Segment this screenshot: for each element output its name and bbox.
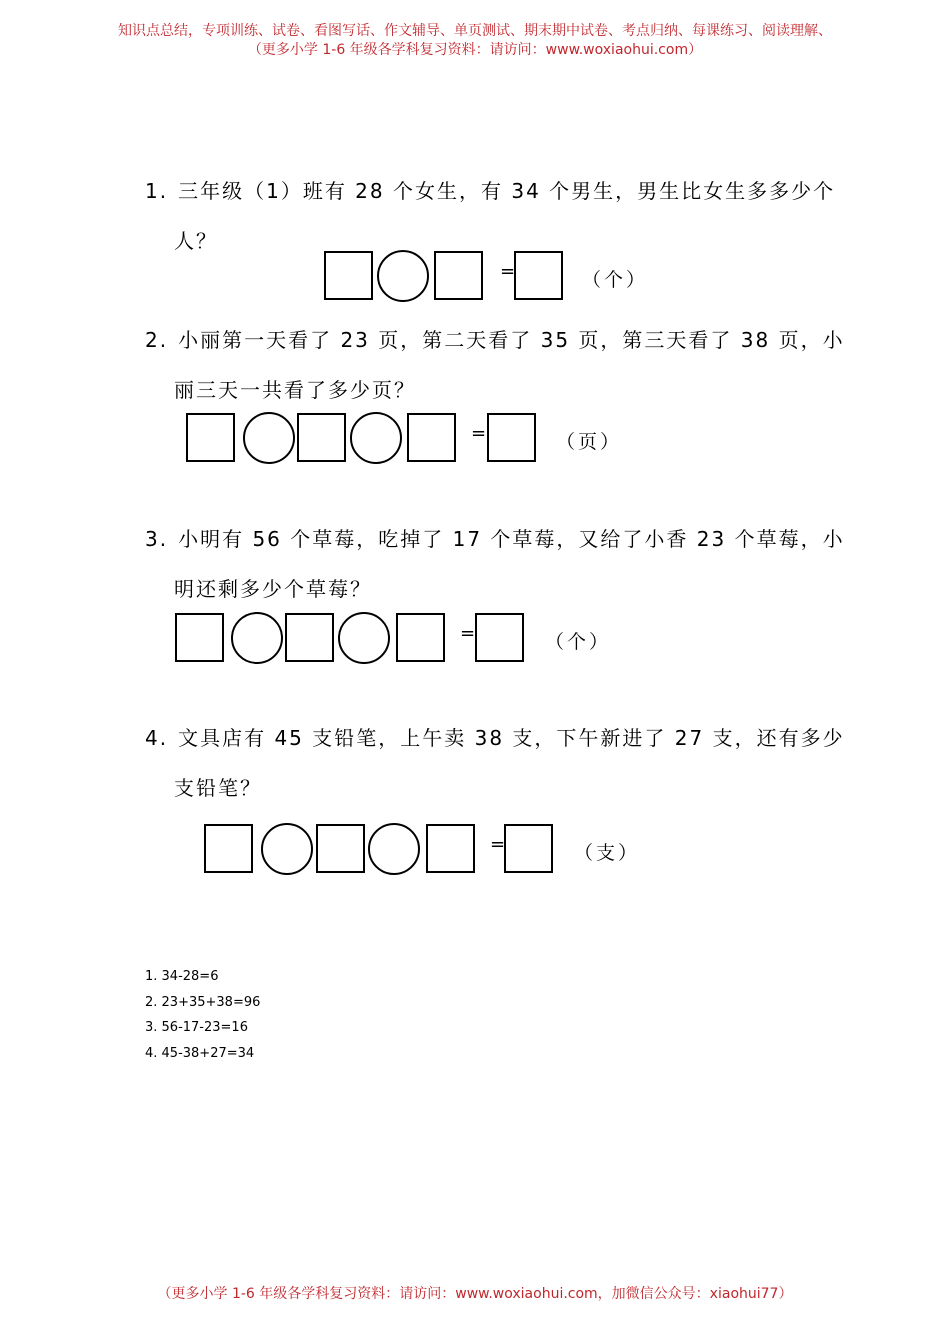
answer-box[interactable] (426, 824, 475, 873)
answer-2: 2. 23+35+38=96 (145, 994, 261, 1010)
question-2-number: 2. (145, 328, 169, 352)
unit-label: （页） (556, 431, 623, 453)
answer-1: 1. 34-28=6 (145, 969, 219, 984)
question-3-line-1 (145, 526, 845, 552)
question-2-line-1 (145, 327, 845, 353)
question-4-text: 文具店有 45 支铅笔，上午卖 38 支，下午新进了 27 支，还有多少 (178, 726, 845, 750)
equals-sign: = (471, 423, 487, 444)
answer-key (145, 964, 260, 1066)
answer-box[interactable] (324, 251, 373, 300)
operator-circle[interactable] (231, 612, 283, 664)
equals-sign: = (500, 261, 516, 282)
equals-sign: = (460, 623, 476, 644)
footer-text: （更多小学 1-6 年级各学科复习资料：请访问：www.woxiaohui.com，加微信公众号：xiaohui77） (157, 1286, 793, 1302)
operator-circle[interactable] (243, 412, 295, 464)
answer-box[interactable] (285, 613, 334, 662)
question-4-equation (0, 824, 950, 880)
operator-circle[interactable] (377, 250, 429, 302)
operator-circle[interactable] (350, 412, 402, 464)
question-4-number: 4. (145, 726, 169, 750)
question-1-equation (0, 251, 950, 307)
question-1-line-1 (145, 178, 835, 204)
operator-circle[interactable] (368, 823, 420, 875)
answer-3: 3. 56-17-23=16 (145, 1020, 248, 1035)
result-box[interactable] (504, 824, 553, 873)
question-1-line-2: 人？ (174, 229, 218, 253)
question-2-equation (0, 413, 950, 469)
question-4-line-2: 支铅笔？ (174, 776, 262, 800)
unit-label: （个） (582, 269, 649, 291)
unit-label: （支） (574, 842, 641, 864)
answer-box[interactable] (316, 824, 365, 873)
header-line-1: 知识点总结，专项训练、试卷、看图写话、作文辅导、单页测试、期末期中试卷、考点归纳、每课练习、阅读理解、 (118, 23, 832, 39)
question-2-line-2: 丽三天一共看了多少页？ (174, 378, 416, 402)
answer-box[interactable] (434, 251, 483, 300)
operator-circle[interactable] (261, 823, 313, 875)
question-4-line-1 (145, 725, 845, 751)
result-box[interactable] (514, 251, 563, 300)
question-3-text: 小明有 56 个草莓，吃掉了 17 个草莓，又给了小香 23 个草莓，小 (178, 527, 845, 551)
unit-label: （个） (545, 631, 612, 653)
answer-4: 4. 45-38+27=34 (145, 1045, 255, 1061)
question-3-equation (0, 613, 950, 669)
result-box[interactable] (487, 413, 536, 462)
answer-box[interactable] (297, 413, 346, 462)
result-box[interactable] (475, 613, 524, 662)
operator-circle[interactable] (338, 612, 390, 664)
header-line-2: （更多小学 1-6 年级各学科复习资料：请访问：www.woxiaohui.com） (247, 42, 703, 58)
answer-box[interactable] (396, 613, 445, 662)
answer-box[interactable] (407, 413, 456, 462)
question-3-number: 3. (145, 527, 169, 551)
question-2-text: 小丽第一天看了 23 页，第二天看了 35 页，第三天看了 38 页，小 (178, 328, 845, 352)
answer-box[interactable] (186, 413, 235, 462)
answer-box[interactable] (204, 824, 253, 873)
question-1-text: 三年级（1）班有 28 个女生，有 34 个男生，男生比女生多多少个 (178, 179, 836, 203)
question-3-line-2: 明还剩多少个草莓？ (174, 577, 372, 601)
equals-sign: = (490, 834, 506, 855)
answer-box[interactable] (175, 613, 224, 662)
question-1-number: 1. (145, 179, 169, 203)
